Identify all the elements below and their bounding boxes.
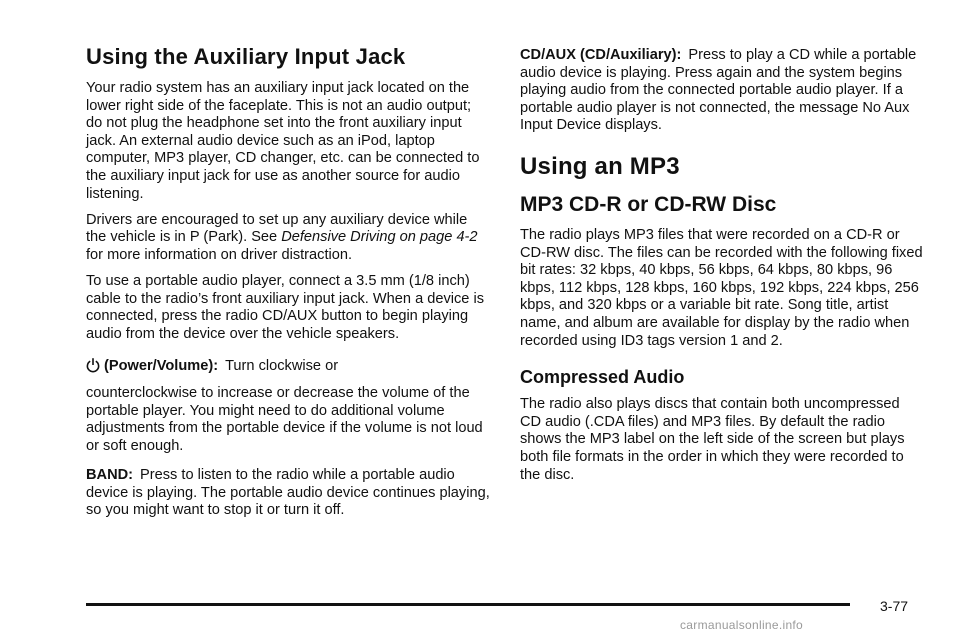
- section-heading-aux-input: Using the Auxiliary Input Jack: [86, 44, 406, 69]
- subheading-compressed-audio: Compressed Audio: [520, 367, 685, 388]
- text-drivers-after: for more information on driver distraction.: [86, 246, 353, 263]
- paragraph-band: [86, 467, 490, 520]
- paragraph-compressed-audio: The radio also plays discs that contain both uncompressed CD audio (.CDA files) and MP3 files. By default the radio shows the MP3 label on the left side of the screen but plays both file formats in the order in which they were recorded to the disc.: [520, 396, 905, 483]
- term-cd-aux: CD/AUX (CD/Auxiliary):: [520, 47, 682, 63]
- term-power-volume: (Power/Volume):: [104, 358, 219, 375]
- section-heading-using-mp3: Using an MP3: [520, 152, 680, 180]
- right-column: [520, 47, 924, 493]
- left-column: [86, 44, 490, 529]
- watermark: carmanualsonline.info: [680, 618, 804, 632]
- paragraph-aux-intro: Your radio system has an auxiliary input jack located on the lower right side of the faceplate. This is not an audio output; do not plug the headphone set into the front auxiliary input jack. An external audio device such as an iPod, laptop computer, MP3 player, CD changer, etc. can be connected to the auxiliary input jack for use as another source for audio listening.: [86, 80, 480, 202]
- footer-rule: [86, 603, 850, 606]
- text-band: Press to listen to the radio while a portable audio device is playing. The portable audio device continues playing, so you might want to stop it or turn it off.: [86, 467, 490, 519]
- term-band: BAND:: [86, 467, 134, 484]
- cross-reference-defensive-driving[interactable]: Defensive Driving on page 4-2: [281, 229, 478, 246]
- page-number: 3-77: [880, 598, 909, 614]
- paragraph-portable-player: To use a portable audio player, connect a 3.5 mm (1/8 inch) cable to the radio’s front auxiliary input jack. When a device is connected, press the radio CD/AUX button to begin playing audio from the device over the vehicle speakers.: [86, 272, 485, 342]
- paragraph-power-volume: counterclockwise to increase or decrease the volume of the portable player. You might need to do additional volume adjustments from the portable device if the volume is not loud or soft enough.: [86, 384, 483, 454]
- paragraph-cd-aux: [520, 47, 924, 135]
- subheading-mp3-disc: MP3 CD-R or CD-RW Disc: [520, 192, 777, 216]
- text-power-volume-1: Turn clockwise or: [225, 358, 339, 375]
- text-cd-aux: Press to play a CD while a portable audio device is playing. Press again and the system begins playing audio from the connected portable audio player. If a portable audio player is not connected, the message No Aux Input Device displays.: [520, 47, 917, 134]
- text-drivers-before: Drivers are encouraged to set up any auxiliary device while the vehicle is in P (Park). See: [86, 211, 468, 246]
- paragraph-mp3-disc: The radio plays MP3 files that were recorded on a CD-R or CD-RW disc. The files can be recorded with the following fixed bit rates: 32 kbps, 40 kbps, 56 kbps, 64 kbps, 80 kbps, 96 kbps, 112 kbps, 128 kbps, 160 kbps, 192 kbps, 224 kbps, 256 kbps, and 320 kbps or a variable bit rate. Song title, artist name, and album are available for display by the radio when recorded using ID3 tags version 1 and 2.: [520, 226, 923, 349]
- paragraph-power-volume-line: [86, 357, 490, 379]
- paragraph-drivers-encouraged: [86, 212, 490, 265]
- power-icon: [86, 357, 100, 379]
